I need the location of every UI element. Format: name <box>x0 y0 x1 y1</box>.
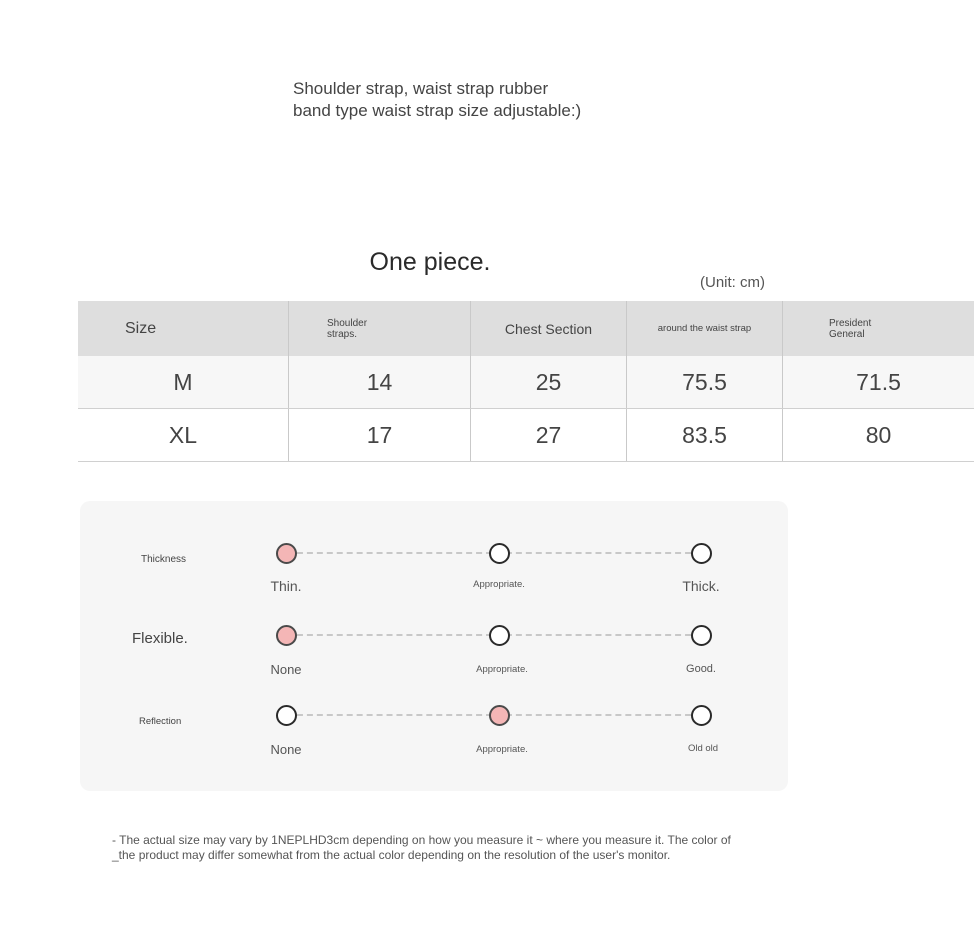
header-president-general: President General <box>783 301 974 356</box>
cell-total: 71.5 <box>783 356 974 409</box>
scale-dot-appropriate[interactable] <box>489 625 510 646</box>
note-line-2: _the product may differ somewhat from the actual color depending on the resolution of the user's monitor. <box>112 848 671 862</box>
note-line-1: - The actual size may vary by 1NEPLHD3cm depending on how you measure it ~ where you measure it. The color of <box>112 833 731 847</box>
option-appropriate: Appropriate. <box>473 579 525 590</box>
option-appropriate: Appropriate. <box>476 664 528 675</box>
option-none: None <box>270 742 302 757</box>
header-shoulder-straps: Shoulder straps. <box>289 301 471 356</box>
size-table-header-row <box>78 301 974 356</box>
header-size: Size <box>78 301 289 356</box>
option-none: None <box>270 662 302 677</box>
intro-text <box>293 78 613 122</box>
header-chest-section: Chest Section <box>471 301 627 356</box>
cell-total: 80 <box>783 409 974 462</box>
attribute-label-flexible: Flexible. <box>132 630 188 647</box>
option-old-old: Old old <box>687 743 719 754</box>
cell-size: M <box>78 356 289 409</box>
cell-waist: 83.5 <box>627 409 783 462</box>
intro-line-2: band type waist strap size adjustable:) <box>293 101 582 120</box>
option-thick: Thick. <box>682 578 720 594</box>
cell-size: XL <box>78 409 289 462</box>
cell-shoulder: 17 <box>289 409 471 462</box>
scale-dot-none[interactable] <box>276 705 297 726</box>
option-appropriate: Appropriate. <box>476 744 528 755</box>
page-title: One piece. <box>369 248 491 276</box>
cell-chest: 27 <box>471 409 627 462</box>
option-good: Good. <box>686 663 716 675</box>
scale-dot-appropriate[interactable] <box>489 543 510 564</box>
cell-shoulder: 14 <box>289 356 471 409</box>
intro-line-1: Shoulder strap, waist strap rubber <box>293 79 549 98</box>
attribute-label-thickness: Thickness <box>141 554 187 565</box>
unit-label: (Unit: cm) <box>700 274 765 291</box>
scale-dot-old[interactable] <box>691 705 712 726</box>
attribute-label-reflection: Reflection <box>139 716 182 727</box>
scale-dot-appropriate[interactable] <box>489 705 510 726</box>
cell-chest: 25 <box>471 356 627 409</box>
option-thin: Thin. <box>270 578 302 594</box>
fabric-attributes-panel <box>80 501 788 791</box>
scale-dot-thick[interactable] <box>691 543 712 564</box>
size-table <box>78 301 974 462</box>
disclaimer-note <box>112 833 752 863</box>
header-waist-strap: around the waist strap <box>627 301 783 356</box>
scale-dot-thin[interactable] <box>276 543 297 564</box>
table-row <box>78 409 974 462</box>
cell-waist: 75.5 <box>627 356 783 409</box>
scale-dot-good[interactable] <box>691 625 712 646</box>
scale-dot-none[interactable] <box>276 625 297 646</box>
table-row <box>78 356 974 409</box>
